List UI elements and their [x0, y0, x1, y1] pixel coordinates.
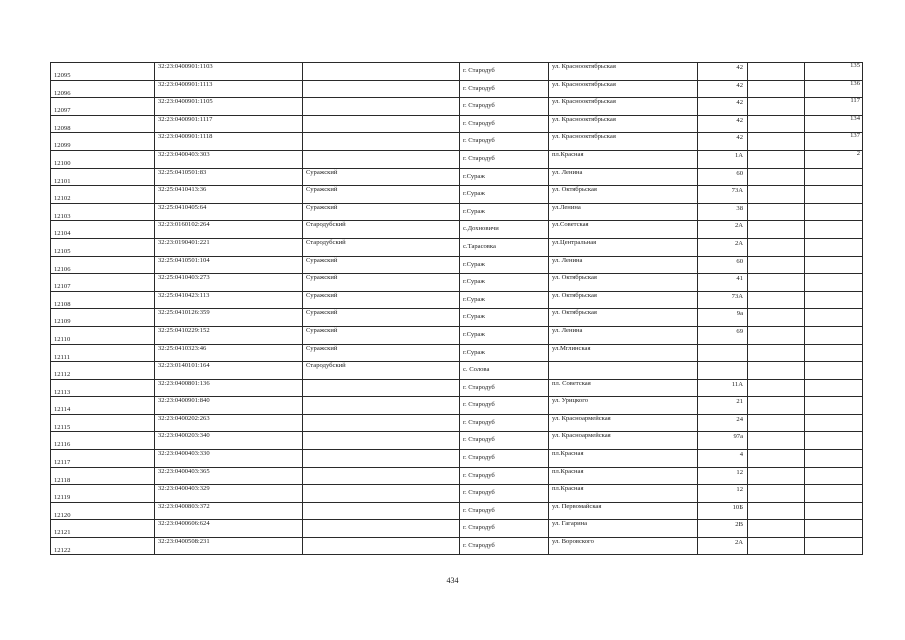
table-row — [50, 238, 863, 256]
cell-cad: 32:23:0400901:1113 — [154, 80, 302, 98]
cell-id: 12121 — [50, 519, 154, 537]
cell-empty1 — [747, 379, 804, 397]
cell-id: 12120 — [50, 502, 154, 520]
cell-street: ул. Октябрьская — [548, 185, 697, 203]
cell-house: 69 — [697, 326, 747, 344]
cell-city: г. Стародуб — [459, 467, 548, 485]
cell-district — [302, 379, 459, 397]
cell-house: 1А — [697, 150, 747, 168]
cell-city: с. Солова — [459, 361, 548, 379]
cell-area — [804, 220, 863, 238]
cell-area — [804, 502, 863, 520]
table-row — [50, 203, 863, 221]
cell-empty1 — [747, 502, 804, 520]
cell-street: ул. Октябрьская — [548, 308, 697, 326]
cell-cad: 32:25:0410413:36 — [154, 185, 302, 203]
cell-street — [548, 361, 697, 379]
cell-city: г. Стародуб — [459, 62, 548, 80]
cell-id: 12118 — [50, 467, 154, 485]
table-row — [50, 97, 863, 115]
cell-district — [302, 150, 459, 168]
table-row — [50, 220, 863, 238]
table-row — [50, 80, 863, 98]
cell-id: 12096 — [50, 80, 154, 98]
cell-city: г. Стародуб — [459, 150, 548, 168]
cell-district — [302, 431, 459, 449]
table-row — [50, 115, 863, 133]
cell-house: 42 — [697, 97, 747, 115]
cell-street: пл.Красная — [548, 150, 697, 168]
cell-city: г.Сураж — [459, 168, 548, 186]
cell-area — [804, 414, 863, 432]
cell-empty1 — [747, 185, 804, 203]
cell-area — [804, 256, 863, 274]
cell-empty1 — [747, 115, 804, 133]
cell-empty1 — [747, 220, 804, 238]
cell-id: 12109 — [50, 308, 154, 326]
cell-empty1 — [747, 291, 804, 309]
cell-street: пл.Красная — [548, 467, 697, 485]
cell-area: 2 — [804, 150, 863, 168]
table-row — [50, 308, 863, 326]
cell-cad: 32:23:0400901:840 — [154, 396, 302, 414]
cell-city: г. Стародуб — [459, 484, 548, 502]
cell-cad: 32:23:0400901:1103 — [154, 62, 302, 80]
cell-id: 12105 — [50, 238, 154, 256]
cell-id: 12115 — [50, 414, 154, 432]
cell-house: 97а — [697, 431, 747, 449]
cell-house: 42 — [697, 115, 747, 133]
cell-district — [302, 414, 459, 432]
cell-district: Стародубский — [302, 220, 459, 238]
cell-district — [302, 115, 459, 133]
cell-district: Суражский — [302, 168, 459, 186]
cell-cad: 32:23:0400403:365 — [154, 467, 302, 485]
cell-cad: 32:23:0400901:1117 — [154, 115, 302, 133]
cell-district — [302, 62, 459, 80]
cell-city: г. Стародуб — [459, 431, 548, 449]
cell-id: 12097 — [50, 97, 154, 115]
cell-district: Стародубский — [302, 361, 459, 379]
cell-house: 60 — [697, 256, 747, 274]
cell-id: 12104 — [50, 220, 154, 238]
cell-id: 12101 — [50, 168, 154, 186]
cell-area — [804, 537, 863, 555]
cell-house: 4 — [697, 449, 747, 467]
cell-city: с.Тарасовка — [459, 238, 548, 256]
table-row — [50, 326, 863, 344]
cell-house: 2А — [697, 220, 747, 238]
cell-city: г.Сураж — [459, 326, 548, 344]
table-row — [50, 449, 863, 467]
table-row — [50, 62, 863, 80]
table-row — [50, 484, 863, 502]
cell-cad: 32:25:0410403:273 — [154, 273, 302, 291]
cell-street: ул. Урицкого — [548, 396, 697, 414]
cell-street: ул. Краснооктябрьская — [548, 115, 697, 133]
cell-district: Суражский — [302, 203, 459, 221]
cell-city: г. Стародуб — [459, 396, 548, 414]
cell-district: Стародубский — [302, 238, 459, 256]
cell-area — [804, 344, 863, 362]
cell-id: 12098 — [50, 115, 154, 133]
cell-id: 12095 — [50, 62, 154, 80]
cell-empty1 — [747, 132, 804, 150]
cell-street: ул. Краснооктябрьская — [548, 80, 697, 98]
cell-district: Суражский — [302, 256, 459, 274]
cell-city: г.Сураж — [459, 291, 548, 309]
cell-city: г.Сураж — [459, 344, 548, 362]
cell-id: 12099 — [50, 132, 154, 150]
cell-house: 12 — [697, 467, 747, 485]
cell-street: ул.Советская — [548, 220, 697, 238]
cell-area: 136 — [804, 80, 863, 98]
table-row — [50, 361, 863, 379]
cell-street: ул. Ленина — [548, 326, 697, 344]
cell-house: 42 — [697, 132, 747, 150]
cell-empty1 — [747, 519, 804, 537]
cell-house: 2В — [697, 519, 747, 537]
cell-empty1 — [747, 273, 804, 291]
cell-city: г.Сураж — [459, 273, 548, 291]
cell-empty1 — [747, 484, 804, 502]
cell-cad: 32:23:0190401:221 — [154, 238, 302, 256]
cell-cad: 32:23:0400203:340 — [154, 431, 302, 449]
cell-cad: 32:23:0140101:164 — [154, 361, 302, 379]
registry-table — [50, 62, 863, 555]
table-row — [50, 344, 863, 362]
cell-street: ул. Краснооктябрьская — [548, 97, 697, 115]
cell-area — [804, 326, 863, 344]
cell-street: ул.Центральная — [548, 238, 697, 256]
cell-area — [804, 449, 863, 467]
cell-cad: 32:25:0410423:113 — [154, 291, 302, 309]
cell-house — [697, 344, 747, 362]
cell-street: ул. Ленина — [548, 256, 697, 274]
cell-id: 12108 — [50, 291, 154, 309]
cell-house: 42 — [697, 62, 747, 80]
cell-cad: 32:23:0400803:372 — [154, 502, 302, 520]
cell-district — [302, 396, 459, 414]
cell-city: г.Сураж — [459, 203, 548, 221]
table-row — [50, 185, 863, 203]
cell-house: 11А — [697, 379, 747, 397]
cell-house: 60 — [697, 168, 747, 186]
cell-street: ул. Краснооктябрьская — [548, 62, 697, 80]
cell-id: 12103 — [50, 203, 154, 221]
cell-street: ул.Мглинская — [548, 344, 697, 362]
cell-house: 24 — [697, 414, 747, 432]
cell-district: Суражский — [302, 344, 459, 362]
cell-empty1 — [747, 168, 804, 186]
table-row — [50, 537, 863, 555]
cell-empty1 — [747, 80, 804, 98]
cell-cad: 32:23:0400202:263 — [154, 414, 302, 432]
cell-city: г. Стародуб — [459, 115, 548, 133]
cell-id: 12114 — [50, 396, 154, 414]
cell-house: 21 — [697, 396, 747, 414]
cell-street: пл. Советская — [548, 379, 697, 397]
cell-street: ул. Краснооктябрьская — [548, 132, 697, 150]
cell-cad: 32:23:0400403:303 — [154, 150, 302, 168]
cell-cad: 32:23:0400901:1105 — [154, 97, 302, 115]
cell-district: Суражский — [302, 273, 459, 291]
cell-house: 38 — [697, 203, 747, 221]
cell-house: 2А — [697, 537, 747, 555]
cell-city: г. Стародуб — [459, 80, 548, 98]
table-row — [50, 291, 863, 309]
cell-area: 134 — [804, 115, 863, 133]
cell-street: ул. Первомайская — [548, 502, 697, 520]
cell-area — [804, 467, 863, 485]
cell-cad: 32:25:0410501:104 — [154, 256, 302, 274]
cell-empty1 — [747, 414, 804, 432]
cell-area — [804, 379, 863, 397]
cell-street: ул. Октябрьская — [548, 273, 697, 291]
table-row — [50, 256, 863, 274]
cell-id: 12100 — [50, 150, 154, 168]
cell-area: 117 — [804, 97, 863, 115]
table-row — [50, 396, 863, 414]
cell-area — [804, 484, 863, 502]
cell-street: ул.Ленина — [548, 203, 697, 221]
cell-id: 12110 — [50, 326, 154, 344]
cell-cad: 32:23:0400508:231 — [154, 537, 302, 555]
cell-area — [804, 519, 863, 537]
cell-house: 12 — [697, 484, 747, 502]
cell-cad: 32:25:0410323:46 — [154, 344, 302, 362]
cell-city: г.Сураж — [459, 185, 548, 203]
table-row — [50, 132, 863, 150]
cell-house: 10Б — [697, 502, 747, 520]
cell-house: 9а — [697, 308, 747, 326]
cell-empty1 — [747, 449, 804, 467]
cell-empty1 — [747, 431, 804, 449]
cell-city: г.Сураж — [459, 308, 548, 326]
cell-empty1 — [747, 203, 804, 221]
cell-street: ул. Красноармейская — [548, 414, 697, 432]
cell-street: ул. Октябрьская — [548, 291, 697, 309]
table-row — [50, 502, 863, 520]
cell-area — [804, 291, 863, 309]
cell-empty1 — [747, 361, 804, 379]
cell-id: 12117 — [50, 449, 154, 467]
cell-empty1 — [747, 308, 804, 326]
cell-area — [804, 396, 863, 414]
cell-empty1 — [747, 467, 804, 485]
cell-city: г.Сураж — [459, 256, 548, 274]
cell-cad: 32:23:0160102:264 — [154, 220, 302, 238]
cell-street: ул. Воровского — [548, 537, 697, 555]
cell-id: 12122 — [50, 537, 154, 555]
cell-id: 12107 — [50, 273, 154, 291]
cell-street: пл.Красная — [548, 449, 697, 467]
cell-city: г. Стародуб — [459, 97, 548, 115]
cell-empty1 — [747, 344, 804, 362]
cell-area: 135 — [804, 62, 863, 80]
cell-house: 2А — [697, 238, 747, 256]
cell-city: г. Стародуб — [459, 449, 548, 467]
cell-area — [804, 308, 863, 326]
cell-area — [804, 168, 863, 186]
cell-district — [302, 97, 459, 115]
cell-area — [804, 431, 863, 449]
cell-id: 12102 — [50, 185, 154, 203]
cell-empty1 — [747, 97, 804, 115]
cell-area: 137 — [804, 132, 863, 150]
cell-cad: 32:25:0410229:152 — [154, 326, 302, 344]
cell-cad: 32:23:0400403:330 — [154, 449, 302, 467]
cell-city: г. Стародуб — [459, 414, 548, 432]
cell-id: 12119 — [50, 484, 154, 502]
cell-id: 12112 — [50, 361, 154, 379]
cell-id: 12111 — [50, 344, 154, 362]
cell-district — [302, 502, 459, 520]
cell-cad: 32:25:0410405:64 — [154, 203, 302, 221]
cell-cad: 32:23:0400901:1118 — [154, 132, 302, 150]
cell-district — [302, 467, 459, 485]
cell-street: пл.Красная — [548, 484, 697, 502]
cell-house: 42 — [697, 80, 747, 98]
cell-area — [804, 185, 863, 203]
cell-id: 12116 — [50, 431, 154, 449]
table-row — [50, 431, 863, 449]
cell-district — [302, 449, 459, 467]
cell-empty1 — [747, 238, 804, 256]
cell-city: г. Стародуб — [459, 132, 548, 150]
cell-empty1 — [747, 150, 804, 168]
cell-house: 73А — [697, 185, 747, 203]
cell-cad: 32:23:0400606:624 — [154, 519, 302, 537]
cell-house: 73А — [697, 291, 747, 309]
cell-district — [302, 132, 459, 150]
cell-district: Суражский — [302, 185, 459, 203]
table-row — [50, 168, 863, 186]
cell-street: ул. Ленина — [548, 168, 697, 186]
table-row — [50, 414, 863, 432]
cell-district — [302, 80, 459, 98]
table-row — [50, 150, 863, 168]
cell-district: Суражский — [302, 326, 459, 344]
cell-city: г. Стародуб — [459, 537, 548, 555]
cell-district — [302, 519, 459, 537]
cell-district: Суражский — [302, 308, 459, 326]
table-row — [50, 519, 863, 537]
table-row — [50, 273, 863, 291]
cell-cad: 32:23:0400403:329 — [154, 484, 302, 502]
cell-house: 41 — [697, 273, 747, 291]
cell-district — [302, 484, 459, 502]
cell-empty1 — [747, 256, 804, 274]
table-row — [50, 379, 863, 397]
cell-street: ул. Гагарина — [548, 519, 697, 537]
cell-city: г. Стародуб — [459, 379, 548, 397]
cell-cad: 32:25:0410126:359 — [154, 308, 302, 326]
page-number: 434 — [446, 576, 459, 585]
cell-area — [804, 273, 863, 291]
cell-district — [302, 537, 459, 555]
cell-id: 12106 — [50, 256, 154, 274]
cell-city: с.Дохновичи — [459, 220, 548, 238]
cell-city: г. Стародуб — [459, 519, 548, 537]
cell-cad: 32:23:0400801:136 — [154, 379, 302, 397]
cell-id: 12113 — [50, 379, 154, 397]
cell-area — [804, 238, 863, 256]
cell-area — [804, 361, 863, 379]
cell-street: ул. Красноармейская — [548, 431, 697, 449]
cell-empty1 — [747, 537, 804, 555]
cell-empty1 — [747, 62, 804, 80]
cell-cad: 32:25:0410501:83 — [154, 168, 302, 186]
cell-city: г. Стародуб — [459, 502, 548, 520]
cell-house — [697, 361, 747, 379]
cell-empty1 — [747, 326, 804, 344]
cell-district: Суражский — [302, 291, 459, 309]
cell-empty1 — [747, 396, 804, 414]
table-row — [50, 467, 863, 485]
cell-area — [804, 203, 863, 221]
